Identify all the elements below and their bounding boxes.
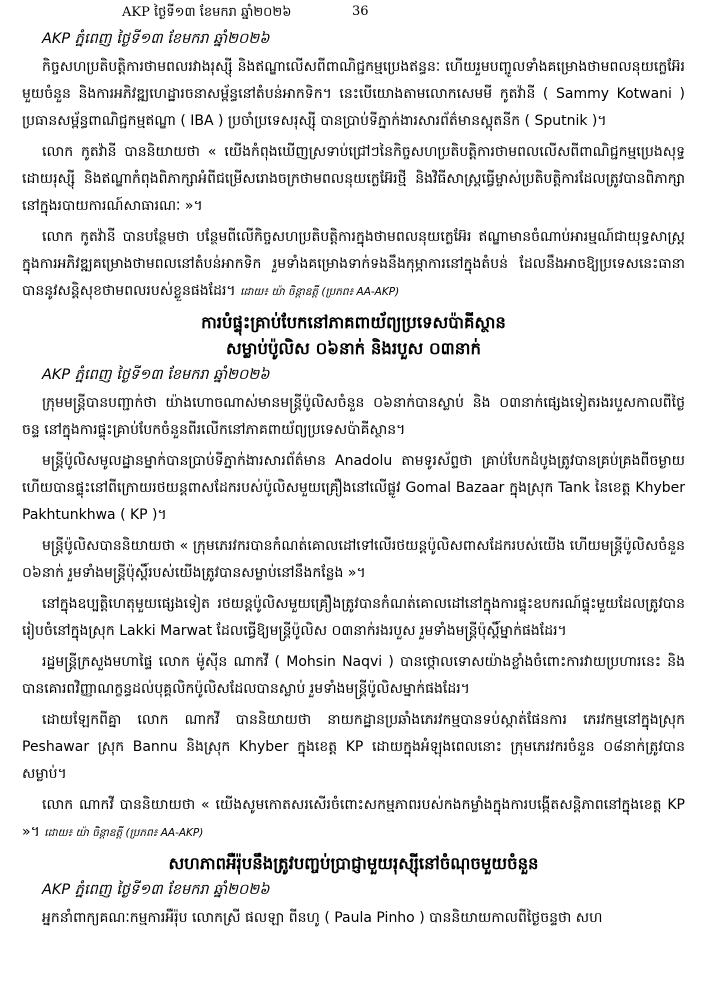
article-2-paragraph-2: មន្ត្រីប៉ូលិសមូលដ្ឋានម្នាក់បានប្រាប់ទីភ្នាក់ងារសារព័ត៌មាន Anadolu តាមទូរស័ព្ទថា គ្រាប់បែកដំបូងត្រូវបានគ្រប់គ្រងពីចម្ងាយ ហើយបានផ្ទុះនៅពីក្រោយរថយន្តពាសដែករបស់ប៉ូលិសមួយគ្រឿងនៅលើផ្លូវ Gomal Bazaar ក្នុងស្រុក Tank នៃខេត្ត Khyber Pakhtunkhwa ( KP )។ bbox=[22, 453, 685, 523]
article-3-headline: សហភាពអឺរ៉ុបនឹងត្រូវបញ្ចប់ប្រាជ្ញាមួយរុស្ស៊ីនៅចំណុចមួយចំនួន bbox=[168, 854, 539, 873]
article-2-paragraph-7 bbox=[22, 792, 685, 847]
article-3-paragraph-1: អ្នកនាំពាក្យគណៈកម្មការអឺរ៉ុប លោកស្រី ផលឡា ពីនហូ ( Paula Pinho ) បាននិយាយកាលពីថ្ងៃចន្ទថា សហ bbox=[42, 910, 603, 926]
page-header bbox=[22, 0, 685, 26]
article-1-paragraph-1: កិច្ចសហប្រតិបត្តិការថាមពលរវាងរុស្ស៊ី និងឥណ្ឌាលើសពីពាណិជ្ជកម្មប្រេងឥន្ធនៈ ហើយរួមបញ្ចូលទាំងគម្រោងថាមពលនុយក្លេអ៊ែរមួយចំនួន និងការអភិវឌ្ឍហេដ្ឋារចនាសម្ព័ន្ធនៅតំបន់អាកទិក។ នេះបើយោងតាមលោកសេមមី កូតវ៉ានី ( Sammy Kotwani ) ប្រធានសម្ព័ន្ធពាណិជ្ជកម្មឥណ្ឌា ( IBA ) ប្រចាំប្រទេសរុស្ស៊ី បានប្រាប់ទីភ្នាក់ងារសារព័ត៌មានស្ពុតនីក ( Sputnik )។ bbox=[22, 59, 685, 129]
page-number: 36 bbox=[352, 4, 369, 19]
article-2-paragraph-3: មន្ត្រីប៉ូលិសបាននិយាយថា « ក្រុមភេរវករបានកំណត់គោលដៅទៅលើរថយន្តប៉ូលិសពាសដែករបស់យើង ហើយមន្ត្រីប៉ូលិសចំនួន ០៦នាក់ រួមទាំងមន្ត្រីប៉ុស្តិ៍របស់យើងត្រូវបានសម្លាប់នៅនឹងកន្លែង »។ bbox=[22, 538, 685, 581]
article-1-paragraph-3 bbox=[22, 224, 685, 306]
article-1-credit: ដោយ៖ យ៉ា ចិន្តាឧត្តី (ប្រភព៖ AA-AKP) bbox=[240, 286, 400, 298]
article-2-dateline: AKP ភ្នំពេញ ថ្ងៃទី១៣ ខែមករា ឆ្នាំ២០២៦ bbox=[42, 367, 270, 383]
article-2-headline bbox=[22, 310, 685, 362]
article-2-credit: ដោយ៖ យ៉ា ចិន្តាឧត្តី (ប្រភព៖ AA-AKP) bbox=[44, 827, 204, 839]
article-1-paragraph-2: លោក កូតវ៉ានី បាននិយាយថា « យើងកំពុងឃើញស្រទាប់ជ្រៅៗនៃកិច្ចសហប្រតិបត្តិការថាមពលលើសពីពាណិជ្ជកម្មប្រេងសុទ្ធ ដោយរុស្ស៊ី និងឥណ្ឌាកំពុងពិភាក្សាអំពីជម្រើសរោងចក្រថាមពលនុយក្លេអ៊ែរថ្មី និងវិធីសាស្ត្រធ្វើម្ចាស់ប្រតិបត្តិការដែលត្រូវបានពិភាក្សានៅក្នុងរបាយការណ៍សាធារណៈ »។ bbox=[22, 144, 685, 214]
article-2-paragraph-7-text: លោក ណាកវី បាននិយាយថា « យើងសូមកោតសរសើរចំពោះសកម្មភាពរបស់កងកម្លាំងក្នុងការបង្កើតសន្តិភាពនៅក្នុងខេត្ត KP »។ bbox=[22, 797, 685, 840]
article-1-dateline: AKP ភ្នំពេញ ថ្ងៃទី១៣ ខែមករា ឆ្នាំ២០២៦ bbox=[42, 31, 270, 47]
article-2-paragraph-5: រដ្ឋមន្ត្រីក្រសួងមហាផ្ទៃ លោក ម៉ូស៊ីន ណាកវី ( Mohsin Naqvi ) បានថ្កោលទោសយ៉ាងខ្លាំងចំពោះការវាយប្រហារនេះ និងបានគោរពវិញ្ញាណក្ខន្ធដល់បុគ្គលិកប៉ូលិសដែលបានស្លាប់ រួមទាំងមន្ត្រីប៉ូលិសម្នាក់ផងដែរ។ bbox=[22, 654, 685, 697]
article-3-dateline: AKP ភ្នំពេញ ថ្ងៃទី១៣ ខែមករា ឆ្នាំ២០២៦ bbox=[42, 882, 270, 898]
article-2-headline-line-1: ការបំផ្ទុះគ្រាប់បែកនៅភាគពាយ័ព្យប្រទេសប៉ាគីស្ថាន bbox=[201, 313, 506, 332]
article-2-paragraph-1: ក្រុមមន្ត្រីបានបញ្ជាក់ថា យ៉ាងហោចណាស់មានមន្ត្រីប៉ូលិសចំនួន ០៦នាក់បានស្លាប់ និង ០៣នាក់ផ្សេងទៀតរងរបួសកាលពីថ្ងៃចន្ទ នៅក្នុងការផ្ទុះគ្រាប់បែកចំនួនពីរលើកនៅភាគពាយ័ព្យប្រទេសប៉ាគីស្ថាន។ bbox=[22, 395, 685, 438]
article-2-paragraph-6: ដោយឡែកពីគ្នា លោក ណាកវី បាននិយាយថា នាយកដ្ឋានប្រឆាំងភេរវកម្មបានទប់ស្កាត់ផែនការ ភេរវកម្មនៅក្នុងស្រុក Peshawar ស្រុក Bannu និងស្រុក Khyber ក្នុងខេត្ត KP ដោយក្នុងអំឡុងពេលនោះ ក្រុមភេរវករចំនួន ០៨នាក់ត្រូវបានសម្លាប់។ bbox=[22, 712, 685, 782]
article-2-paragraph-4: នៅក្នុងឧប្បត្តិហេតុមួយផ្សេងទៀត រថយន្តប៉ូលិសមួយគ្រឿងត្រូវបានកំណត់គោលដៅនៅក្នុងការផ្ទុះឧបករណ៍ផ្ទុះមួយដែលត្រូវបានរៀបចំនៅក្នុងស្រុក Lakki Marwat ដែលធ្វើឱ្យមន្ត្រីប៉ូលិស ០៣នាក់រងរបួស រួមទាំងមន្ត្រីប៉ុស្តិ៍ម្នាក់ផងដែរ។ bbox=[22, 596, 685, 639]
running-title: AKP ថ្ងៃទី១៣ ខែមករា ឆ្នាំ២០២៦ bbox=[122, 5, 292, 20]
article-2-headline-line-2: សម្លាប់ប៉ូលិស ០៦នាក់ និងរបួស ០៣នាក់ bbox=[226, 339, 481, 358]
article-1-paragraph-3-text: លោក កូតវ៉ានី បានបន្ថែមថា បន្ថែមពីលើកិច្ចសហប្រតិបត្តិការក្នុងថាមពលនុយក្លេអ៊ែរ ឥណ្ឌាមានចំណាប់អារម្មណ៍ជាយុទ្ធសាស្ត្រក្នុងការអភិវឌ្ឍគម្រោងថាមពលនៅតំបន់អាកទិក រួមទាំងគម្រោងទាក់ទងនឹងកុម្ភាការនៅក្នុងតំបន់ ដែលនឹងអាចឱ្យប្រទេសនេះធានាបាននូវសន្តិសុខថាមពលរបស់ខ្លួនផងដែរ។ bbox=[22, 229, 685, 299]
